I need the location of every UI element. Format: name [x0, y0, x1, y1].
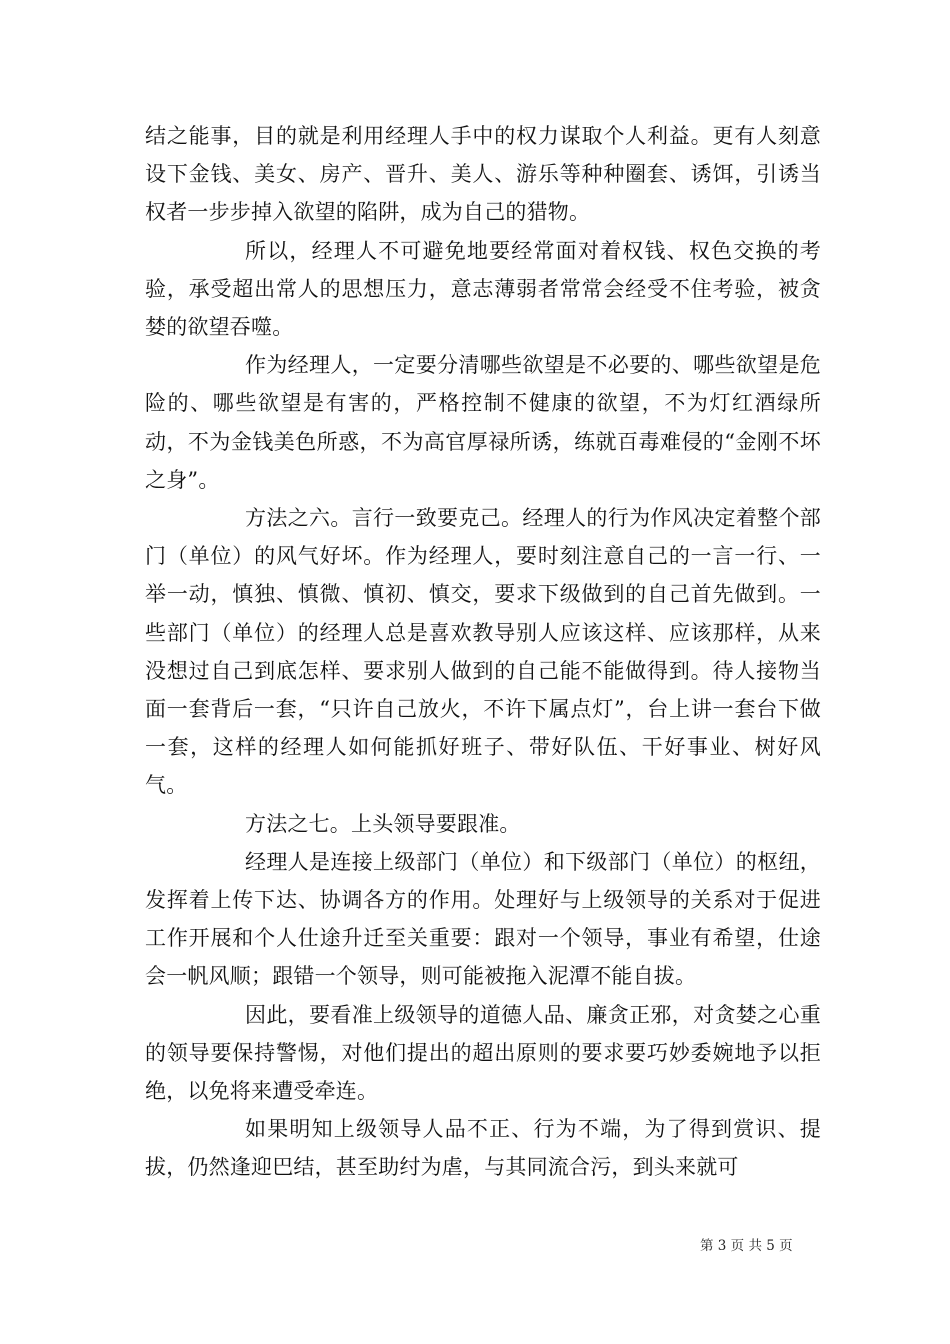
paragraph-2: 所以，经理人不可避免地要经常面对着权钱、权色交换的考验，承受超出常人的思想压力，意志薄弱者常常会经受不住考验，被贪婪的欲望吞噬。 — [145, 238, 821, 340]
paragraph-5: 方法之七。上头领导要跟准。 — [245, 811, 521, 836]
paragraph-1: 结之能事，目的就是利用经理人手中的权力谋取个人利益。更有人刻意设下金钱、美女、房产、晋升、美人、游乐等种种圈套、诱饵，引诱当权者一步步掉入欲望的陷阱，成为自己的猎物。 — [145, 124, 821, 225]
paragraph-7: 因此，要看准上级领导的道德人品、廉贪正邪，对贪婪之心重的领导要保持警惕，对他们提出的超出原则的要求要巧妙委婉地予以拒绝，以免将来遭受牵连。 — [145, 1002, 821, 1104]
paragraph-6: 经理人是连接上级部门（单位）和下级部门（单位）的枢纽，发挥着上传下达、协调各方的作用。处理好与上级领导的关系对于促进工作开展和个人仕途升迁至关重要：跟对一个领导，事业有希望，仕途会一帆风顺；跟错一个领导，则可能被拖入泥潭不能自拔。 — [145, 849, 821, 989]
paragraph-8: 如果明知上级领导人品不正、行为不端，为了得到赏识、提拔，仍然逢迎巴结，甚至助纣为虐，与其同流合污，到头来就可 — [145, 1117, 821, 1180]
page-number-footer: 第 3 页 共 5 页 — [700, 1238, 793, 1254]
paragraph-3: 作为经理人，一定要分清哪些欲望是不必要的、哪些欲望是危险的、哪些欲望是有害的，严格控制不健康的欲望，不为灯红酒绿所动，不为金钱美色所惑，不为高官厚禄所诱，练就百毒难侵的“金刚不坏之身”。 — [145, 353, 821, 492]
paragraph-4: 方法之六。言行一致要克己。经理人的行为作风决定着整个部门（单位）的风气好坏。作为经理人，要时刻注意自己的一言一行、一举一动，慎独、慎微、慎初、慎交，要求下级做到的自己首先做到。一些部门（单位）的经理人总是喜欢教导别人应该这样、应该那样，从来没想过自己到底怎样、要求别人做到的自己能不能做得到。待人接物当面一套背后一套，“只许自己放火，不许下属点灯”，台上讲一套台下做一套，这样的经理人如何能抓好班子、带好队伍、干好事业、树好风气。 — [145, 506, 821, 798]
body-text — [145, 117, 821, 1187]
